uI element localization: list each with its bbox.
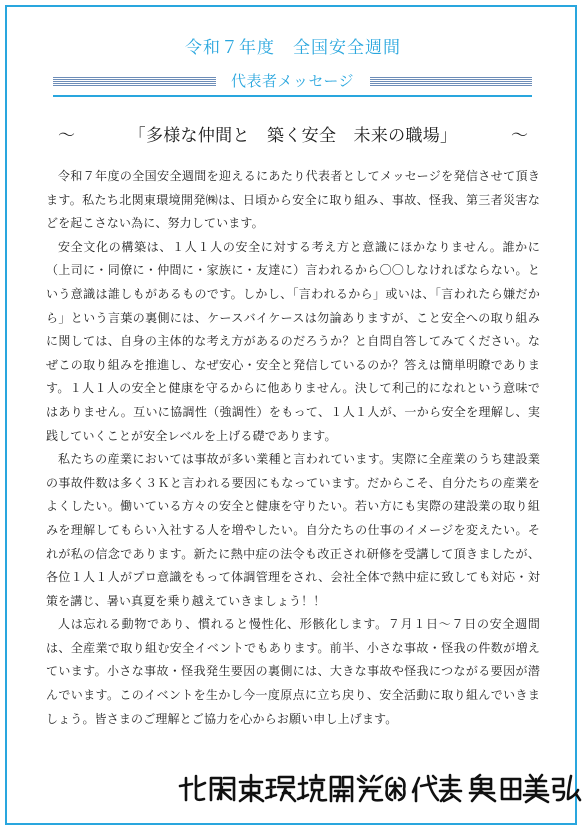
- signature-image: [0, 770, 586, 804]
- handwritten-signature: [0, 770, 586, 804]
- message-paragraph-3: 私たちの産業においては事故が多い業種と言われています。実際に全産業のうち建設業の事故件数は多く３Ｋと言われる要因にもなっています。だからこそ、自分たちの産業をよくしたい。働いている方々の安全と健康を守りたい。若い方にも実際の建設業の取り組みを理解してもらい入社する人を増やしたい。自分たちの仕事のイメージを変えたい。それが私の信念であります。新たに熱中症の法令も改正され研修を受講して頂きましたが、各位１人１人がプロ意識をもって体調管理をされ、会社全体で熱中症に致しても対応・対策を講じ、暑い真夏を乗り越えていきましょう！！: [46, 452, 540, 608]
- section-header-label: 代表者メッセージ: [230, 72, 355, 90]
- slogan: [50, 121, 536, 145]
- message-body: [46, 165, 540, 731]
- section-header: [53, 73, 532, 103]
- slogan-left-mark: 〜: [58, 126, 75, 146]
- message-paragraph-1: 令和７年度の全国安全週間を迎えるにあたり代表者としてメッセージを発信させて頂きます。私たち北関東環境開発㈱は、日頃から安全に取り組み、事故、怪我、第三者災害などを起こさない為に、努力しています。: [46, 169, 540, 231]
- message-paragraph-2: 安全文化の構築は、１人１人の安全に対する考え方と意識にほかなりません。誰かに（上司に・同僚に・仲間に・家族に・友達に）言われるから〇〇しなければならない。という意識は誰しもがあるものです。しかし、「言われるから」或いは、「言われたら嫌だから」という言葉の裏側には、ケースバイケースは勿論ありますが、こと安全への取り組みに関しては、自身の主体的な考え方があるのだろうか？と自問自答してみてください。なぜこの取り組みを推進し、なぜ安心・安全と発信しているのか？答えは簡単明瞭であります。１人１人の安全と健康を守るからに他ありません。決して利己的になれという意味ではありません。互いに協調性（強調性）をもって、１人１人が、一から安全を理解し、実践していくことが安全レベルを上げる礎であります。: [46, 239, 540, 443]
- page-title: 令和７年度 全国安全週間: [185, 38, 401, 58]
- slogan-text: 「多様な仲間と 築く安全 未来の職場」: [128, 126, 458, 146]
- section-header-underline: [53, 95, 532, 97]
- slogan-right-mark: 〜: [511, 126, 528, 146]
- message-paragraph-4: 人は忘れる動物であり、慣れると慢性化、形骸化します。７月１日〜７日の安全週間は、全産業で取り組む安全イベントでもあります。前半、小さな事故・怪我の件数が増えています。小さな事故・怪我発生要因の裏側には、大きな事故や怪我につながる要因が潜んでいます。このイベントを生かし今一度原点に立ち戻り、安全活動に取り組んでいきましょう。皆さまのご理解とご協力を心からお願い申し上げます。: [46, 617, 540, 726]
